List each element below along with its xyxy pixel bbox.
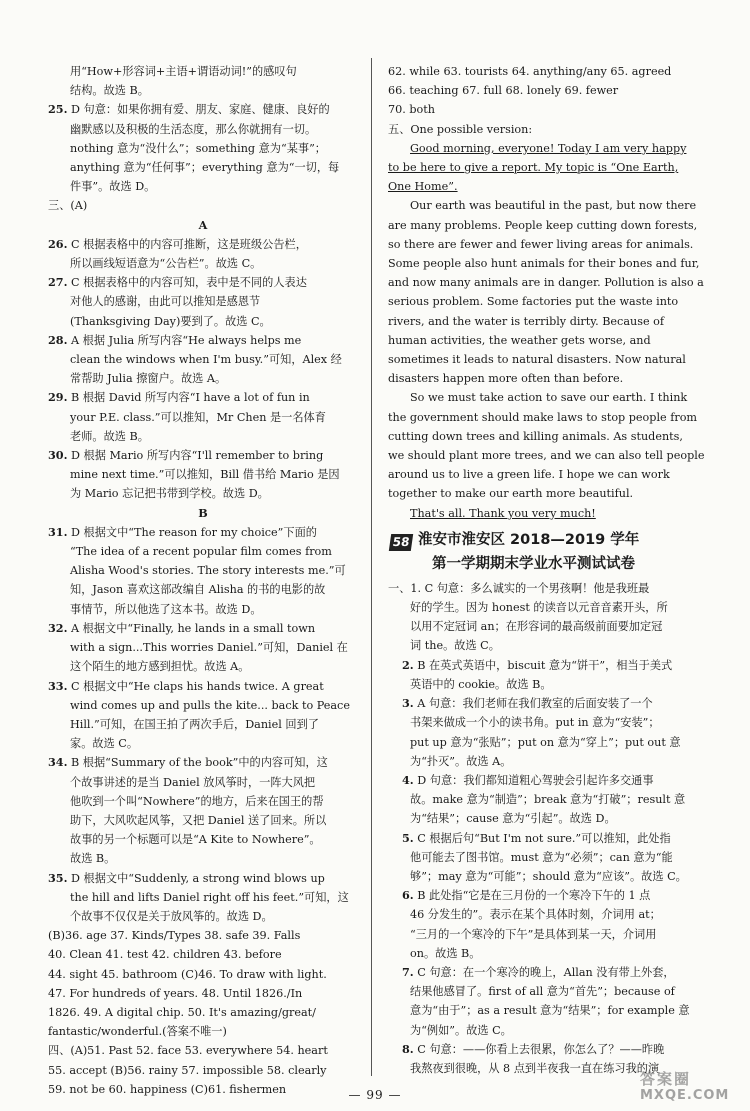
text-line — [388, 982, 694, 1001]
text-line — [48, 657, 358, 676]
text-line — [388, 158, 694, 177]
line-text: 个故事不仅仅是关于放风筝的。故选 D。 — [70, 909, 273, 923]
text-line — [48, 369, 358, 388]
text-line — [48, 849, 358, 868]
text-line — [48, 120, 358, 139]
text-line — [48, 984, 358, 1003]
line-text: “The idea of a recent popular film comes from — [70, 545, 332, 559]
line-text: 词 the。故选 C。 — [410, 639, 500, 653]
text-line — [48, 254, 358, 273]
line-text: are many problems. People keep cutting down forests, — [388, 218, 698, 232]
line-text: 故事的另一个标题可以是“A Kite to Nowhere”。 — [70, 833, 321, 847]
text-line — [388, 1040, 694, 1059]
text-line — [388, 100, 694, 119]
line-text: D 根据文中“The reason for my choice”下面的 — [67, 525, 317, 539]
text-line — [388, 504, 694, 523]
text-line — [48, 830, 358, 849]
line-text: A — [198, 217, 208, 232]
line-text: 他可能去了图书馆。must 意为“必须”；can 意为“能 — [410, 850, 673, 864]
text-line — [388, 350, 694, 369]
text-line — [388, 216, 698, 235]
text-line — [48, 388, 358, 407]
item-number: 26. — [48, 236, 68, 251]
text-line — [388, 427, 694, 446]
line-text: together to make our earth more beautiful. — [388, 487, 634, 501]
line-text: So we must take action to save our earth. I think — [410, 391, 688, 405]
item-number: 27. — [48, 275, 68, 290]
line-text: 55. accept (B)56. rainy 57. impossible 58. clearly — [48, 1063, 327, 1077]
line-text: 件事”。故选 D。 — [70, 180, 156, 194]
line-text: 事情节，所以他选了这本书。故选 D。 — [70, 602, 262, 616]
line-text: 62. while 63. tourists 64. anything/any 65. agreed — [388, 65, 672, 78]
line-text: C 句意：在一个寒冷的晚上，Allan 没有带上外套， — [413, 965, 675, 979]
line-text: and now many animals are in danger. Pollution is also a — [388, 276, 704, 290]
line-text: 个故事讲述的是当 Daniel 放风筝时，一阵大风把 — [70, 775, 316, 789]
text-line — [48, 619, 358, 638]
text-line — [48, 811, 358, 830]
section-header — [388, 529, 694, 579]
line-text: 知，Jason 喜欢这部改编自 Alisha 的书的电影的故 — [70, 583, 326, 597]
item-number: 32. — [48, 620, 68, 635]
line-text: 为“扑灭”。故选 A。 — [410, 754, 512, 768]
line-text: D 句意：我们都知道粗心驾驶会引起许多交通事 — [413, 773, 654, 787]
line-text: 1826. 49. A digital chip. 50. It's amazing/great/ — [48, 1005, 316, 1019]
line-text: we should plant more trees, and we can also tell people — [388, 449, 705, 463]
item-number: 7. — [402, 964, 414, 979]
text-line — [48, 580, 358, 599]
text-line — [388, 944, 694, 963]
line-text: 老师。故选 B。 — [70, 429, 149, 443]
text-line — [388, 139, 694, 158]
line-text: 这个陌生的地方感到担忧。故选 A。 — [70, 660, 250, 674]
text-line — [48, 81, 358, 100]
text-line — [388, 636, 694, 655]
text-line — [388, 886, 694, 905]
text-line — [48, 177, 358, 196]
text-line — [48, 446, 358, 465]
line-text: Alisha Wood's stories. The story interests me.”可 — [70, 564, 346, 578]
item-number: 31. — [48, 524, 68, 539]
line-text: A 根据 Julia 所写内容“He always helps me — [67, 333, 302, 347]
text-line — [388, 177, 694, 196]
text-line — [48, 715, 358, 734]
text-line — [388, 733, 694, 752]
line-text: 为 Mario 忘记把书带到学校。故选 D。 — [70, 487, 269, 501]
text-line — [48, 907, 358, 926]
text-line — [48, 158, 358, 177]
right-column — [388, 62, 705, 1078]
line-text: 故选 B。 — [70, 852, 116, 866]
line-text: human activities, the weather gets worse, and — [388, 333, 651, 347]
line-text: D 根据文中“Suddenly, a strong wind blows up — [67, 871, 325, 885]
line-text: C 句意：——你看上去很累，你怎么了？——昨晚 — [413, 1042, 665, 1056]
text-line — [48, 600, 358, 619]
item-number: 4. — [402, 772, 414, 787]
line-text: 够”；may 意为“可能”；should 意为“应该”。故选 C。 — [410, 869, 687, 883]
line-text: 好的学生。因为 honest 的读音以元音音素开头，所 — [410, 601, 668, 615]
item-number: 33. — [48, 678, 68, 693]
line-text: your P.E. class.”可以推知，Mr Chen 是一名体育 — [70, 410, 326, 424]
text-line — [48, 484, 358, 503]
line-text: B — [198, 505, 208, 520]
text-line — [48, 139, 358, 158]
text-line — [388, 694, 694, 713]
section-title-line1: 淮安市淮安区 2018—2019 学年 — [418, 531, 640, 548]
line-text: 三、(A) — [48, 199, 88, 213]
item-number: 28. — [48, 332, 68, 347]
line-text: with a sign...This worries Daniel.”可知，Daniel 在 — [70, 641, 348, 655]
text-line — [388, 369, 694, 388]
text-line — [48, 677, 358, 696]
text-line — [48, 561, 358, 580]
text-line — [48, 523, 358, 542]
text-line — [48, 62, 358, 81]
line-text: disasters happen more often than before. — [388, 372, 624, 386]
text-line — [48, 945, 358, 964]
text-line — [48, 1022, 358, 1041]
text-line — [388, 446, 705, 465]
section-number-badge: 58 — [389, 534, 413, 551]
text-line — [388, 752, 694, 771]
text-line — [388, 388, 694, 407]
text-line — [388, 713, 694, 732]
text-line — [388, 1021, 694, 1040]
line-text: C 根据后句“But I'm not sure.”可以推知，此处指 — [413, 831, 671, 845]
line-text: the hill and lifts Daniel right off his feet.”可知，这 — [70, 890, 349, 904]
line-text: cutting down trees and killing animals. As students, — [388, 429, 683, 443]
text-line — [388, 273, 704, 292]
text-line — [388, 254, 700, 273]
line-text: D 根据 Mario 所写内容“I'll remember to bring — [67, 449, 324, 463]
line-text: 幽默感以及积极的生活态度，那么你就拥有一切。 — [70, 122, 317, 136]
line-text: 47. For hundreds of years. 48. Until 1826./In — [48, 986, 303, 1000]
watermark-bottom-text: MXQE.COM — [640, 1088, 730, 1103]
line-text: around us to live a green life. I hope we can work — [388, 468, 670, 482]
text-line — [388, 867, 694, 886]
item-number: 30. — [48, 448, 68, 463]
text-line — [48, 753, 358, 772]
line-text: fantastic/wonderful.(答案不唯一) — [48, 1025, 227, 1039]
text-line — [388, 829, 694, 848]
line-text: C 根据文中“He claps his hands twice. A great — [67, 679, 324, 693]
text-line — [388, 465, 694, 484]
text-line — [48, 465, 358, 484]
line-text: 对他人的感谢，由此可以推知是感恩节 — [70, 295, 261, 309]
text-line — [388, 771, 694, 790]
text-line — [48, 869, 358, 888]
text-line — [388, 790, 694, 809]
watermark-logo — [640, 1070, 740, 1110]
line-text: 意为“由于”；as a result 意为“结果”；for example 意 — [410, 1004, 690, 1018]
answer-essay-block — [388, 62, 705, 523]
text-line — [388, 120, 694, 139]
line-text: 用“How+形容词+主语+谓语动词!”的感叹句 — [70, 65, 297, 78]
item-number: 2. — [402, 657, 414, 672]
line-text: so there are fewer and fewer living areas for animals. — [388, 237, 694, 251]
text-line — [388, 905, 694, 924]
line-text: rivers, and the water is terribly dirty. Because of — [388, 314, 664, 328]
line-text: 四、(A)51. Past 52. face 53. everywhere 54. heart — [48, 1044, 328, 1058]
text-line — [48, 1041, 358, 1060]
text-line — [388, 292, 694, 311]
text-line — [48, 331, 358, 350]
line-text: 结果他感冒了。first of all 意为“首先”；because of — [410, 985, 675, 999]
line-text: B 在英式英语中，biscuit 意为“饼干”，相当于美式 — [413, 658, 673, 672]
item-number: 34. — [48, 755, 68, 770]
line-text: (Thanksgiving Day)要到了。故选 C。 — [70, 314, 271, 328]
line-text: 助下，大风吹起风筝，又把 Daniel 送了回来。所以 — [70, 813, 327, 827]
line-text: A 根据文中“Finally, he lands in a small town — [67, 621, 316, 635]
text-line — [48, 888, 358, 907]
line-text: to be here to give a report. My topic is “One Earth, — [388, 161, 679, 175]
line-text: 为“例如”。故选 C。 — [410, 1023, 512, 1037]
line-text: 为“结果”；cause 意为“引起”。故选 D。 — [410, 812, 616, 826]
text-line — [48, 542, 358, 561]
text-line — [388, 675, 694, 694]
line-text: nothing 意为“没什么”；something 意为“某事”； — [70, 141, 326, 155]
text-line — [388, 331, 694, 350]
page-number: — 99 — — [348, 1088, 402, 1102]
item-number: 8. — [402, 1041, 414, 1056]
line-text: wind comes up and pulls the kite... back to Peace — [70, 698, 350, 712]
line-text: clean the windows when I'm busy.”可知，Alex 经 — [70, 353, 342, 367]
line-text: A 句意：我们老师在我们教室的后面安装了一个 — [413, 697, 653, 711]
watermark-top-text: 答案圈 — [640, 1070, 692, 1088]
line-text: on。故选 B。 — [410, 946, 481, 960]
item-number: 29. — [48, 390, 68, 405]
line-text: Good morning, everyone! Today I am very happy — [410, 141, 687, 155]
line-text: 家。故选 C。 — [70, 737, 139, 751]
line-text: Some people also hunt animals for their bones and fur, — [388, 257, 700, 271]
text-line — [48, 427, 358, 446]
left-column — [48, 62, 358, 1099]
line-text: One Home”. — [388, 180, 458, 194]
item-number: 35. — [48, 870, 68, 885]
line-text: B 此处指“它是在三月份的一个寒冷下午的 1 点 — [413, 889, 651, 903]
text-line — [48, 926, 358, 945]
text-line — [48, 292, 358, 311]
line-text: 故。make 意为“制造”；break 意为“打破”；result 意 — [410, 793, 686, 807]
line-text: the government should make laws to stop people from — [388, 410, 698, 424]
item-number: 3. — [402, 696, 414, 711]
line-text: 59. not be 60. happiness (C)61. fishermen — [48, 1082, 287, 1096]
text-line — [388, 598, 694, 617]
text-line — [48, 312, 358, 331]
section-title-line2: 第一学期期末学业水平测试试卷 — [432, 555, 635, 572]
line-text: 46 分发生的”。表示在某个具体时刻，介词用 at； — [410, 908, 661, 922]
line-text: mine next time.”可以推知，Bill 借书给 Mario 是因 — [70, 468, 340, 482]
answer-block-58 — [388, 579, 694, 1078]
line-text: put up 意为“张贴”；put on 意为“穿上”；put out 意 — [410, 735, 681, 749]
line-text: D 句意：如果你拥有爱、朋友、家庭、健康、良好的 — [67, 103, 330, 117]
text-line — [388, 62, 694, 81]
line-text: 66. teaching 67. full 68. lonely 69. fewer — [388, 84, 619, 98]
line-text: 结构。故选 B。 — [70, 84, 149, 98]
line-text: 书架来做成一个小的读书角。put in 意为“安装”； — [410, 716, 660, 730]
column-divider — [371, 58, 372, 1076]
line-text: 一、1. C 句意：多么诚实的一个男孩啊！他是我班最 — [388, 581, 650, 595]
line-text: 44. sight 45. bathroom (C)46. To draw with light. — [48, 967, 327, 981]
text-line — [388, 579, 694, 598]
item-number: 5. — [402, 830, 414, 845]
text-line — [388, 196, 697, 215]
line-text: 我熬夜到很晚，从 8 点到半夜我一直在练习我的演 — [410, 1061, 660, 1075]
text-line — [388, 235, 694, 254]
line-text: 40. Clean 41. test 42. children 43. before — [48, 948, 282, 962]
text-line — [48, 350, 358, 369]
line-text: serious problem. Some factories put the waste into — [388, 295, 679, 309]
text-line — [388, 963, 694, 982]
text-line — [48, 1061, 358, 1080]
text-line — [48, 1003, 358, 1022]
line-text: 英语中的 cookie。故选 B。 — [410, 677, 552, 691]
text-line — [48, 196, 358, 215]
line-text: “三月的一个寒冷的下午”是具体到某一天，介词用 — [410, 927, 657, 941]
text-line — [388, 312, 694, 331]
text-line — [388, 656, 694, 675]
line-text: sometimes it leads to natural disasters. Now natural — [388, 353, 686, 367]
line-text: 所以画线短语意为“公告栏”。故选 C。 — [70, 257, 262, 271]
line-text: C 根据表格中的内容可推断，这是班级公告栏， — [67, 237, 307, 251]
line-text: Hill.”可知，在国王拍了两次手后，Daniel 回到了 — [70, 717, 319, 731]
line-text: B 根据“Summary of the book”中的内容可知，这 — [67, 756, 328, 770]
text-line — [48, 235, 358, 254]
text-line — [48, 696, 358, 715]
text-line — [48, 504, 358, 523]
text-line — [48, 792, 358, 811]
item-number: 6. — [402, 888, 414, 903]
item-number: 25. — [48, 102, 68, 117]
text-line — [48, 408, 358, 427]
line-text: anything 意为“任何事”；everything 意为“一切，每 — [70, 161, 340, 175]
text-line — [388, 809, 694, 828]
line-text: B 根据 David 所写内容“I have a lot of fun in — [67, 391, 310, 405]
text-line — [388, 1001, 694, 1020]
line-text: 以用不定冠词 an；在形容词的最高级前面要加定冠 — [410, 620, 663, 634]
text-line — [48, 638, 358, 657]
text-line — [388, 848, 694, 867]
text-line — [48, 734, 358, 753]
line-text: 70. both — [388, 103, 435, 117]
line-text: 他吹到一个叫“Nowhere”的地方，后来在国王的帮 — [70, 794, 324, 808]
line-text: That's all. Thank you very much! — [410, 506, 596, 520]
text-line — [388, 408, 698, 427]
line-text: 常帮助 Julia 擦窗户。故选 A。 — [70, 372, 227, 386]
text-line — [48, 273, 358, 292]
text-line — [388, 484, 694, 503]
text-line — [48, 965, 358, 984]
line-text: C 根据表格中的内容可知，表中是不同的人表达 — [67, 276, 307, 290]
text-line — [388, 617, 694, 636]
text-line — [48, 216, 358, 235]
line-text: Our earth was beautiful in the past, but now there — [410, 199, 697, 213]
text-line — [388, 81, 694, 100]
line-text: 五、One possible version: — [388, 122, 533, 136]
line-text: (B)36. age 37. Kinds/Types 38. safe 39. Falls — [48, 929, 301, 943]
text-line — [48, 773, 358, 792]
text-line — [48, 100, 358, 119]
text-line — [388, 925, 694, 944]
